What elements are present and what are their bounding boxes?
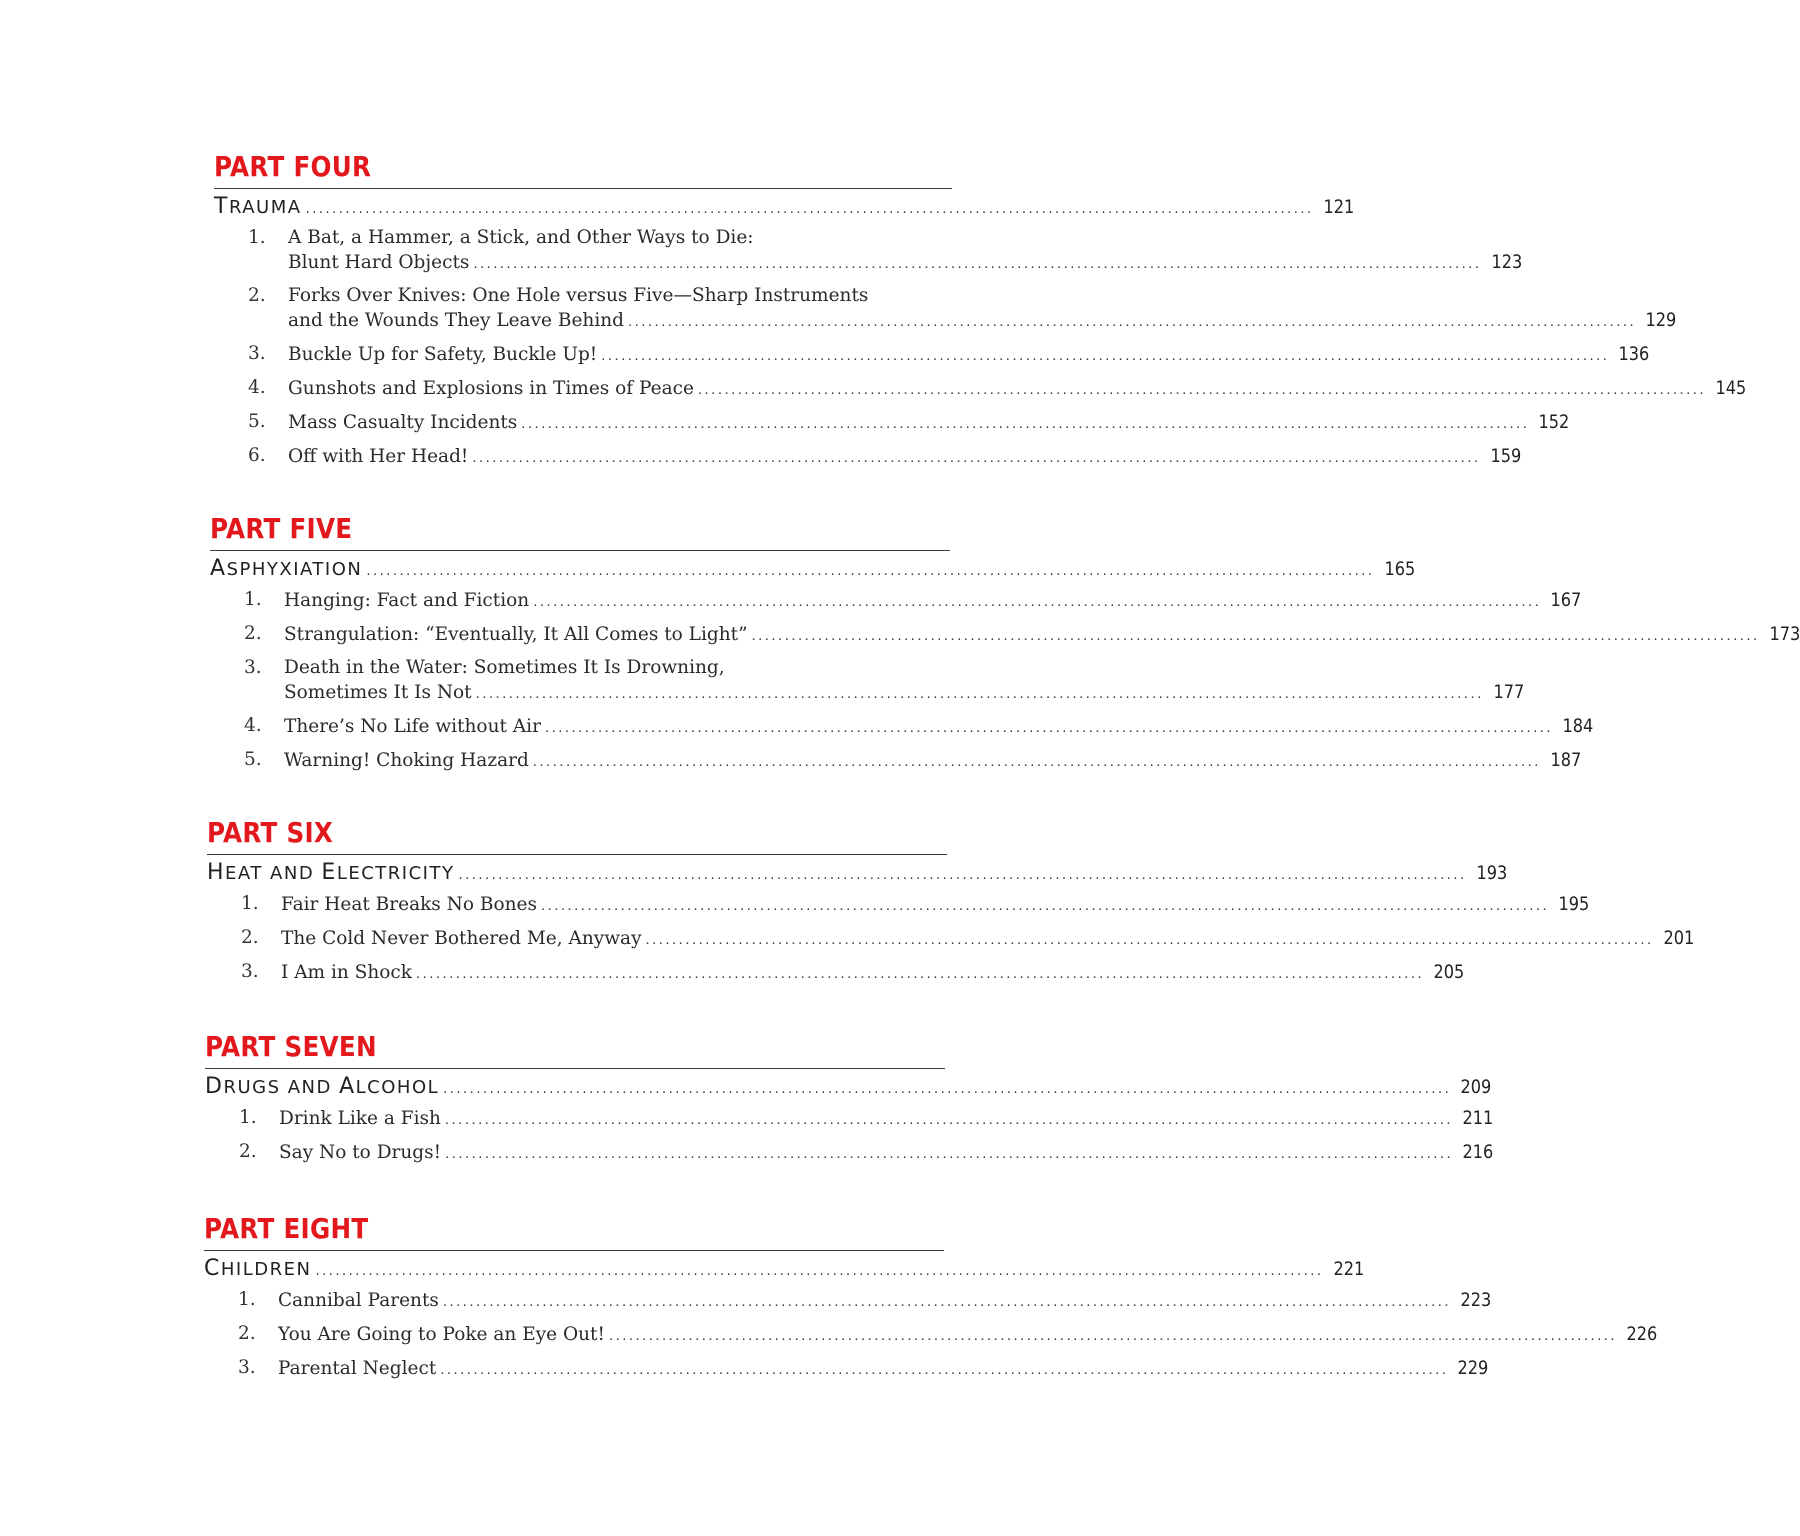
page-number: 205: [1433, 961, 1465, 983]
leader-dots: ........................................................................................................................................................: [751, 629, 1760, 644]
leader-dots: ........................................................................................................................................................: [443, 1082, 1452, 1097]
chapter-number: 5.: [244, 749, 262, 770]
page-number: 159: [1489, 445, 1521, 467]
chapter-list: [238, 1288, 1658, 1383]
chapter-title: Warning! Choking Hazard: [284, 750, 529, 771]
chapter-title: The Cold Never Bothered Me, Anyway: [281, 928, 642, 949]
chapter-entry[interactable]: [239, 1106, 1494, 1133]
chapter-number: 4.: [244, 715, 262, 736]
divider: [204, 1250, 944, 1251]
divider: [207, 854, 947, 855]
chapter-title-line1: Death in the Water: Sometimes It Is Drowning,: [284, 657, 725, 678]
leader-dots: ........................................................................................................................................................: [458, 868, 1467, 883]
part-five: [210, 512, 1800, 775]
chapter-entry[interactable]: [244, 714, 1594, 741]
chapter-number: 1.: [248, 227, 266, 248]
chapter-list: [244, 588, 1800, 775]
chapter-number: 1.: [238, 1289, 256, 1310]
chapter-list: [248, 226, 1747, 471]
part-heading: ASPHYXIATION: [210, 556, 363, 581]
chapter-number: 5.: [248, 411, 266, 432]
chapter-entry[interactable]: [244, 656, 1524, 707]
chapter-title: Mass Casualty Incidents: [288, 412, 518, 433]
leader-dots: ........................................................................................................................................................: [445, 1147, 1454, 1162]
page-number: 121: [1323, 196, 1354, 218]
part-heading-row[interactable]: [205, 1074, 1492, 1104]
chapter-number: 3.: [241, 961, 259, 982]
chapter-title-line1: A Bat, a Hammer, a Stick, and Other Ways to Die:: [288, 227, 754, 248]
divider: [214, 188, 952, 189]
chapter-title: Cannibal Parents: [278, 1290, 439, 1311]
page-number: 195: [1558, 893, 1590, 915]
part-title: PART SEVEN: [205, 1030, 377, 1063]
page-number: 221: [1333, 1258, 1364, 1280]
chapter-list: [239, 1106, 1494, 1167]
chapter-title: Buckle Up for Safety, Buckle Up!: [288, 344, 598, 365]
part-heading: HEAT AND ELECTRICITY: [207, 860, 455, 885]
leader-dots: ........................................................................................................................................................: [601, 349, 1610, 364]
part-heading: DRUGS AND ALCOHOL: [205, 1074, 440, 1099]
chapter-number: 4.: [248, 377, 266, 398]
leader-dots: ........................................................................................................................................................: [544, 721, 1554, 736]
page-number: 226: [1626, 1323, 1658, 1345]
part-heading-row[interactable]: [207, 860, 1507, 890]
chapter-title: Strangulation: “Eventually, It All Comes to Light”: [284, 624, 748, 645]
chapter-title-line1: Forks Over Knives: One Hole versus Five—Sharp Instruments: [288, 285, 869, 306]
part-title: PART SIX: [207, 816, 334, 849]
part-six: [207, 816, 1694, 987]
chapter-entry[interactable]: [248, 410, 1570, 437]
leader-dots: ........................................................................................................................................................: [305, 202, 1314, 217]
chapter-number: 1.: [241, 893, 259, 914]
chapter-entry[interactable]: [238, 1356, 1489, 1383]
chapter-entry[interactable]: [241, 892, 1590, 919]
part-title: PART FOUR: [214, 150, 372, 183]
divider: [210, 550, 950, 551]
leader-dots: ........................................................................................................................................................: [697, 383, 1707, 398]
page-number: 229: [1457, 1357, 1489, 1379]
page-number: 216: [1462, 1141, 1494, 1163]
leader-dots: ........................................................................................................................................................: [645, 933, 1654, 948]
page-number: 165: [1383, 558, 1415, 580]
page-number: 123: [1490, 251, 1522, 273]
part-heading: CHILDREN: [204, 1256, 312, 1281]
leader-dots: ........................................................................................................................................................: [475, 687, 1484, 702]
leader-dots: ........................................................................................................................................................: [442, 1295, 1452, 1310]
page-number: 193: [1476, 862, 1507, 884]
page-number: 167: [1550, 589, 1582, 611]
leader-dots: ........................................................................................................................................................: [473, 257, 1482, 272]
leader-dots: ........................................................................................................................................................: [472, 451, 1481, 466]
chapter-title: Blunt Hard Objects: [288, 252, 470, 273]
page-number: 201: [1663, 927, 1694, 949]
chapter-number: 2.: [248, 285, 266, 306]
page-number: 152: [1538, 411, 1570, 433]
part-title: PART EIGHT: [204, 1212, 369, 1245]
chapter-title: Off with Her Head!: [288, 446, 469, 467]
page-number: 187: [1550, 749, 1582, 771]
chapter-title: Parental Neglect: [278, 1358, 437, 1379]
chapter-number: 2.: [238, 1323, 256, 1344]
leader-dots: ........................................................................................................................................................: [440, 1363, 1449, 1378]
chapter-title: Hanging: Fact and Fiction: [284, 590, 530, 611]
page-number: 145: [1715, 377, 1747, 399]
part-heading-row[interactable]: [214, 194, 1354, 224]
page-number: 136: [1618, 343, 1650, 365]
chapter-entry[interactable]: [248, 284, 1677, 335]
page-number: 173: [1769, 623, 1800, 645]
chapter-entry[interactable]: [248, 444, 1521, 471]
chapter-number: 3.: [244, 657, 262, 678]
page-number: 177: [1493, 681, 1524, 703]
leader-dots: ........................................................................................................................................................: [608, 1329, 1618, 1344]
chapter-entry[interactable]: [239, 1140, 1494, 1167]
chapter-title: Drink Like a Fish: [279, 1108, 441, 1129]
part-heading-row[interactable]: [204, 1256, 1364, 1286]
chapter-number: 1.: [244, 589, 262, 610]
part-four: [214, 150, 1747, 471]
chapter-entry[interactable]: [244, 748, 1582, 775]
chapter-number: 2.: [239, 1141, 257, 1162]
part-seven: [205, 1030, 1494, 1167]
page-number: 129: [1645, 309, 1677, 331]
leader-dots: ........................................................................................................................................................: [315, 1264, 1324, 1279]
leader-dots: ........................................................................................................................................................: [532, 755, 1541, 770]
chapter-entry[interactable]: [248, 376, 1747, 403]
part-heading-row[interactable]: [210, 556, 1415, 586]
divider: [205, 1068, 945, 1069]
chapter-entry[interactable]: [238, 1322, 1658, 1349]
chapter-title: I Am in Shock: [281, 962, 412, 983]
leader-dots: ........................................................................................................................................................: [533, 595, 1542, 610]
leader-dots: ........................................................................................................................................................: [366, 564, 1375, 579]
chapter-title: There’s No Life without Air: [284, 716, 541, 737]
chapter-title: Say No to Drugs!: [279, 1142, 442, 1163]
chapter-title: Gunshots and Explosions in Times of Peace: [288, 378, 694, 399]
leader-dots: ........................................................................................................................................................: [444, 1113, 1454, 1128]
leader-dots: ........................................................................................................................................................: [628, 315, 1637, 330]
page-number: 184: [1562, 715, 1594, 737]
page-number: 211: [1462, 1107, 1494, 1129]
chapter-number: 3.: [238, 1357, 256, 1378]
chapter-number: 2.: [241, 927, 259, 948]
chapter-title: Fair Heat Breaks No Bones: [281, 894, 537, 915]
chapter-number: 3.: [248, 343, 266, 364]
leader-dots: ........................................................................................................................................................: [521, 417, 1530, 432]
chapter-entry[interactable]: [238, 1288, 1492, 1315]
part-eight: [204, 1212, 1658, 1383]
chapter-entry[interactable]: [248, 342, 1650, 369]
part-title: PART FIVE: [210, 512, 353, 545]
page-number: 209: [1460, 1076, 1492, 1098]
part-heading: TRAUMA: [214, 194, 302, 219]
chapter-entry[interactable]: [244, 622, 1800, 649]
leader-dots: ........................................................................................................................................................: [540, 899, 1550, 914]
chapter-list: [241, 892, 1694, 987]
chapter-number: 2.: [244, 623, 262, 644]
chapter-title: and the Wounds They Leave Behind: [288, 310, 624, 331]
chapter-title: Sometimes It Is Not: [284, 682, 472, 703]
leader-dots: ........................................................................................................................................................: [415, 967, 1425, 982]
chapter-entry[interactable]: [248, 226, 1522, 277]
page-number: 223: [1460, 1289, 1492, 1311]
chapter-number: 1.: [239, 1107, 257, 1128]
chapter-entry[interactable]: [241, 960, 1465, 987]
chapter-entry[interactable]: [241, 926, 1694, 953]
chapter-title: You Are Going to Poke an Eye Out!: [278, 1324, 605, 1345]
chapter-number: 6.: [248, 445, 266, 466]
chapter-entry[interactable]: [244, 588, 1582, 615]
